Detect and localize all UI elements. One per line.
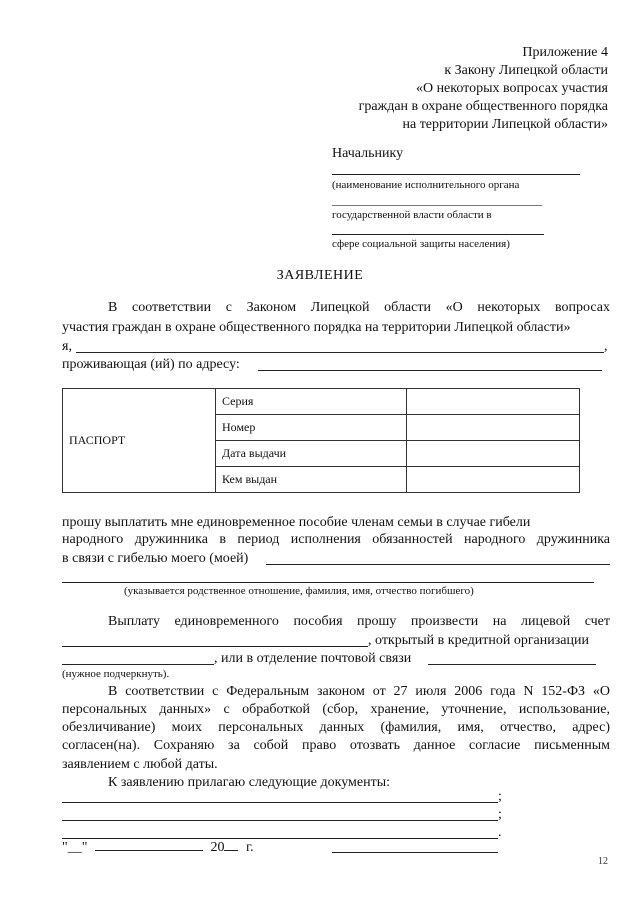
addressee-line[interactable] — [332, 205, 542, 206]
addressee-hint: сфере социальной защиты населения) — [332, 238, 510, 250]
relative-field-line[interactable] — [266, 564, 610, 565]
page-number: 12 — [598, 856, 608, 867]
intro-line: В соответствии с Законом Липецкой области «О некоторых вопросах — [108, 300, 610, 315]
passport-issuer-input[interactable] — [407, 467, 580, 493]
addressee-label: Начальнику — [332, 146, 404, 161]
annex-line: «О некоторых вопросах участия — [415, 81, 608, 96]
addressee-hint: (наименование исполнительного органа — [332, 179, 520, 191]
attachment-field-line[interactable] — [62, 802, 498, 803]
date-year-suffix: г. — [245, 840, 254, 855]
passport-series-input[interactable] — [407, 389, 580, 415]
document-title: ЗАЯВЛЕНИЕ — [276, 268, 364, 283]
relative-field-line[interactable] — [62, 582, 594, 583]
date-line — [62, 838, 254, 857]
date-year-prefix: 20 — [210, 840, 225, 855]
date-quote-open: " — [62, 840, 68, 855]
date-year-field[interactable] — [224, 838, 238, 851]
post-office-field-line[interactable] — [428, 664, 596, 665]
comma: , — [604, 339, 608, 354]
passport-field-label: Кем выдан — [216, 467, 407, 493]
relative-hint: (указывается родственное отношение, фамилия, имя, отчество погибшего) — [124, 585, 474, 597]
annex-line: Приложение 4 — [522, 45, 608, 60]
consent-line: В соответствии с Федеральным законом от 27 июля 2006 года N 152-ФЗ «О — [108, 684, 610, 699]
address-label: проживающая (ий) по адресу: — [62, 357, 240, 372]
name-field-line[interactable] — [76, 352, 604, 353]
payment-line: , или в отделение почтовой связи — [214, 651, 412, 666]
annex-line: к Закону Липецкой области — [444, 63, 608, 78]
annex-line: на территории Липецкой области» — [402, 117, 608, 132]
attachment-end: ; — [498, 807, 502, 822]
request-line: в связи с гибелью моего (моей) — [62, 551, 249, 566]
date-day[interactable]: __ — [67, 840, 82, 855]
passport-field-label: Дата выдачи — [216, 441, 407, 467]
consent-line: согласен(на). Сохраняю за собой право отозвать данное согласие письменным — [62, 738, 610, 753]
consent-line: заявлением с любой даты. — [62, 757, 218, 772]
annex-line: граждан в охране общественного порядка — [358, 99, 608, 114]
signature-field-line[interactable] — [332, 852, 498, 853]
date-month-field[interactable] — [95, 838, 203, 851]
passport-number-input[interactable] — [407, 415, 580, 441]
account-field-line[interactable] — [62, 646, 368, 647]
payment-note: (нужное подчеркнуть). — [62, 668, 170, 680]
attachment-field-line[interactable] — [62, 820, 498, 821]
passport-label: ПАСПОРТ — [63, 389, 216, 493]
addressee-line[interactable] — [332, 174, 580, 175]
consent-line: обезличивание) моих персональных данных (фамилия, имя, отчество, адрес) — [62, 720, 610, 735]
request-line: прошу выплатить мне единовременное пособие членам семьи в случае гибели — [62, 515, 531, 530]
passport-field-label: Номер — [216, 415, 407, 441]
date-quote-close: " — [81, 840, 88, 855]
ya-label: я, — [62, 339, 72, 354]
attachments-label: К заявлению прилагаю следующие документы: — [108, 775, 391, 790]
annex-header — [359, 44, 608, 134]
address-field-line[interactable] — [258, 370, 602, 371]
passport-date-input[interactable] — [407, 441, 580, 467]
payment-line: Выплату единовременного пособия прошу произвести на лицевой счет — [108, 614, 610, 629]
attachment-end: . — [498, 825, 502, 840]
attachment-end: ; — [498, 789, 502, 804]
bank-field-line[interactable] — [62, 664, 214, 665]
passport-field-label: Серия — [216, 389, 407, 415]
addressee-line[interactable] — [332, 234, 544, 235]
consent-line: персональных данных» с обработкой (сбор, хранение, уточнение, использование, — [62, 702, 610, 717]
addressee-hint: государственной власти области в — [332, 209, 492, 221]
passport-table — [62, 388, 580, 493]
payment-line: , открытый в кредитной организации — [368, 633, 589, 648]
request-line: народного дружинника в период исполнения обязанностей народного дружинника — [62, 532, 610, 547]
intro-line: участия граждан в охране общественного порядка на территории Липецкой области» — [62, 320, 571, 335]
